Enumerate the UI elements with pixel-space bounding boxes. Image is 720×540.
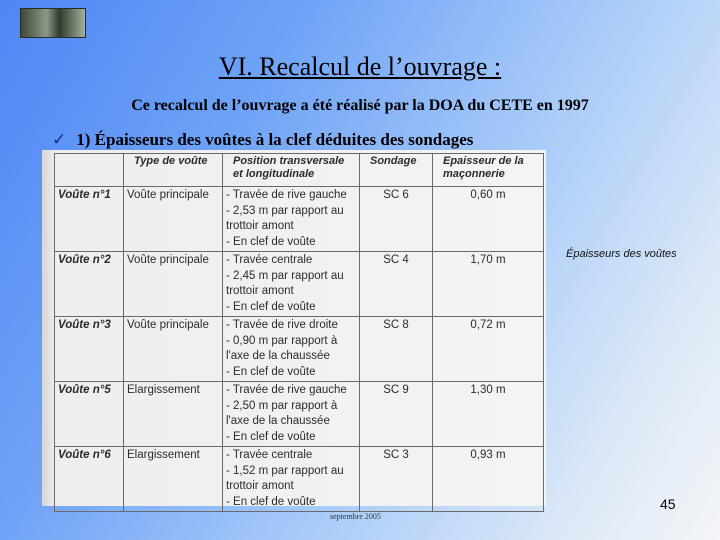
position-line: - En clef de voûte xyxy=(226,300,316,313)
table-header-cell: Position transversale et longitudinale xyxy=(223,154,360,187)
position-line: - 1,52 m par rapport au trottoir amont xyxy=(226,464,344,492)
bullet-text: 1) Épaisseurs des voûtes à la clef déduites des sondages xyxy=(76,130,474,149)
position-cell xyxy=(223,187,360,252)
position-line: - 0,90 m par rapport à l'axe de la chaussée xyxy=(226,334,338,362)
vault-type-cell: Elargissement xyxy=(124,447,223,512)
slide-title: VI. Recalcul de l’ouvrage : xyxy=(218,52,502,81)
page-number: 45 xyxy=(660,496,676,512)
vault-number-cell: Voûte n°2 xyxy=(55,252,124,317)
thickness-cell: 0,93 m xyxy=(433,447,544,512)
scanned-table-image xyxy=(42,150,546,506)
table-header-cell: Sondage xyxy=(360,154,433,187)
vault-type-cell: Voûte principale xyxy=(124,187,223,252)
position-line: - Travée de rive gauche xyxy=(226,384,347,396)
table-header-row xyxy=(55,154,544,187)
sondage-cell: SC 9 xyxy=(360,382,433,447)
thickness-cell: 0,60 m xyxy=(433,187,544,252)
footer-date: septembre 2005 xyxy=(330,512,381,521)
sondage-cell: SC 6 xyxy=(360,187,433,252)
checkmark-icon: ✓ xyxy=(52,130,67,149)
position-line: - En clef de voûte xyxy=(226,495,316,508)
sondage-cell: SC 8 xyxy=(360,317,433,382)
position-line: - En clef de voûte xyxy=(226,365,316,378)
position-line: - Travée centrale xyxy=(226,449,313,461)
table-header-cell: Type de voûte xyxy=(124,154,223,187)
vault-number-cell: Voûte n°5 xyxy=(55,382,124,447)
vault-type-cell: Voûte principale xyxy=(124,317,223,382)
vault-number-cell: Voûte n°1 xyxy=(55,187,124,252)
position-line: - Travée centrale xyxy=(226,254,313,266)
vault-thickness-table xyxy=(54,153,544,512)
thickness-cell: 1,30 m xyxy=(433,382,544,447)
image-caption: Épaisseurs des voûtes xyxy=(566,248,677,260)
table-row xyxy=(55,317,544,382)
header-thumbnail-image xyxy=(20,8,86,38)
position-cell xyxy=(223,382,360,447)
position-line: - Travée de rive droite xyxy=(226,319,338,331)
table-row xyxy=(55,252,544,317)
position-cell xyxy=(223,252,360,317)
table-row xyxy=(55,382,544,447)
position-line: - Travée de rive gauche xyxy=(226,189,347,201)
table-row xyxy=(55,187,544,252)
position-line: - 2,53 m par rapport au trottoir amont xyxy=(226,204,344,232)
vault-number-cell: Voûte n°6 xyxy=(55,447,124,512)
slide-subtitle: Ce recalcul de l’ouvrage a été réalisé par la DOA du CETE en 1997 xyxy=(131,97,589,114)
table-header-blank xyxy=(55,154,124,187)
thickness-cell: 1,70 m xyxy=(433,252,544,317)
table-row xyxy=(55,447,544,512)
vault-type-cell: Elargissement xyxy=(124,382,223,447)
vault-type-cell: Voûte principale xyxy=(124,252,223,317)
position-line: - 2,50 m par rapport à l'axe de la chaussée xyxy=(226,399,338,427)
position-cell xyxy=(223,447,360,512)
table-header-cell: Epaisseur de la maçonnerie xyxy=(433,154,544,187)
sondage-cell: SC 4 xyxy=(360,252,433,317)
sondage-cell: SC 3 xyxy=(360,447,433,512)
position-line: - 2,45 m par rapport au trottoir amont xyxy=(226,269,344,297)
position-line: - En clef de voûte xyxy=(226,235,316,248)
position-line: - En clef de voûte xyxy=(226,430,316,443)
vault-number-cell: Voûte n°3 xyxy=(55,317,124,382)
position-cell xyxy=(223,317,360,382)
thickness-cell: 0,72 m xyxy=(433,317,544,382)
bullet-item xyxy=(52,130,473,150)
